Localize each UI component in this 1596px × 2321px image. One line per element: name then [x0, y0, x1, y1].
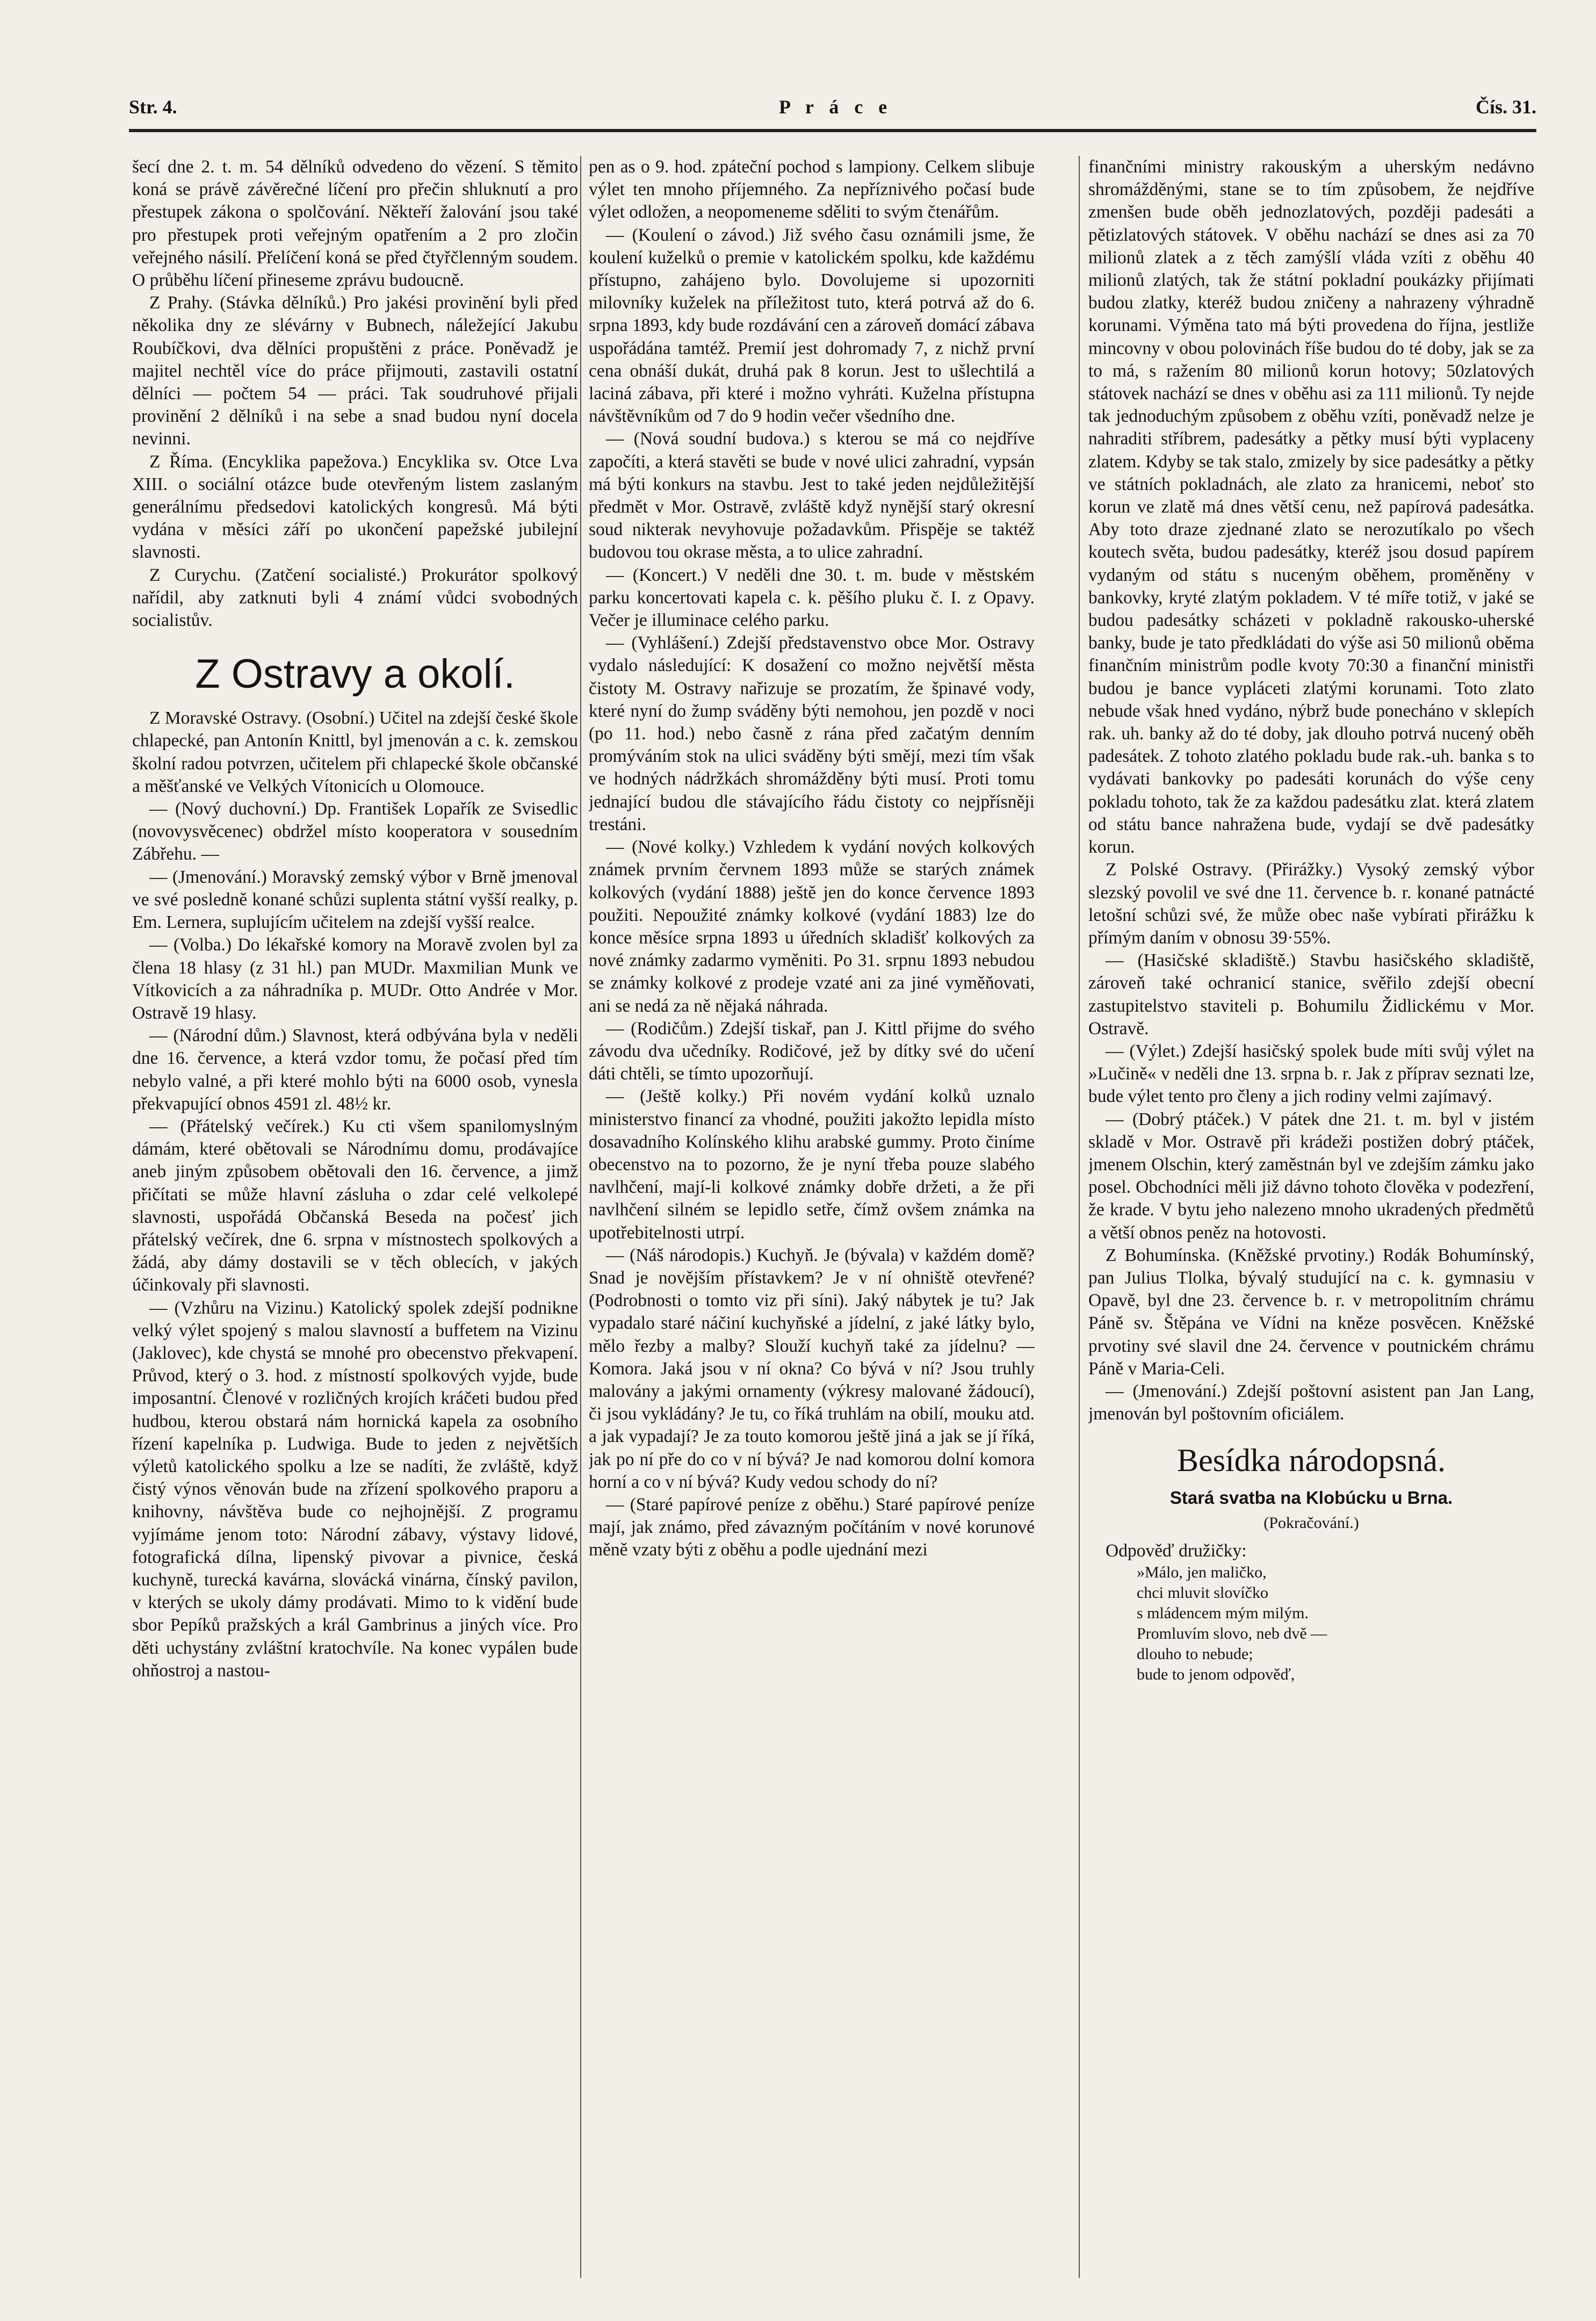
paragraph: pen as o 9. hod. zpáteční pochod s lampiony. Celkem slibuje výlet ten mnoho příjemného. Za nepříznivého počasí bude výlet odložen, a neopomeneme sděliti to svým čtenářům.: [589, 157, 1035, 222]
poem-line: s mládencem mým milým.: [1137, 1604, 1309, 1622]
section-heading-besidka: Besídka národopsná.: [1177, 1443, 1446, 1479]
paragraph: — (Ještě kolky.) Při novém vydání kolků uznalo ministerstvo financí za vhodné, použiti jakožto lepidla místo dosavadního Kolínského klihu arabské gummy. Proto činíme obecenstvo na to pozorno, že je nyní třeba pouze slabého navlhčení, mají-li kolkové známky dobře držeti, a že při navlhčení silném se lepidlo setře, čímž ovšem známka na upotřebitelnosti utrpí.: [589, 1086, 1035, 1243]
paragraph: — (Nové kolky.) Vzhledem k vydání nových kolkových známek prvním červnem 1893 může se starých známek kolkových (vydání 1888) ještě jen do konce července 1893 použiti. Nepoužité známky kolkové (vydání 1883) lze do konce měsíce srpna 1893 u úředních skladišť kolkových za nové známky zadarmo vyměniti. Po 31. srpnu 1893 nebudou se známky kolkové z prodeje vzaté ani za jiné vyměňovati, ani se nedá za ně nějaká náhrada.: [589, 837, 1035, 1016]
paragraph: — (Náš národopis.) Kuchyň. Je (bývala) v každém domě? Snad je novějším přístavkem? Je v ní ohniště otevřené? (Podrobnosti o tomto viz při síni). Jaký nábytek je tu? Jak vypadalo staré náčiní kuchyňské a jídelní, z jaké látky bylo, mělo řezby a malby? Slouží kuchyň také za jídelnu? — Komora. Jaká jsou v ní okna? Co bývá v ní? Jsou truhly malovány a jakými ornamenty (výkresy malované žádoucí), či jsou vykládány? Je tu, co říká truhlám na obilí, mouku atd. a jak vypadají? Je za touto komorou ještě jiná a jak se jí říká, jak po ní pře do co v ní bývá? Je nad komorou dolní komora horní a co v ní bývá? Kudy vedou schody do ní?: [589, 1245, 1035, 1492]
paragraph: Z Curychu. (Zatčení socialisté.) Prokurátor spolkový nařídil, aby zatknuti byli 4 známí vůdci svobodných socialistův.: [132, 565, 578, 631]
poem: [1137, 1562, 1534, 1685]
page-number: Str. 4.: [129, 96, 177, 118]
paragraph: — (Přátelský večírek.) Ku cti všem spanilomyslným dámám, které obětovali se Národnímu domu, prodávajíce aneb jiným způsobem obětovali den 16. července, a jimž přičítati se může hlavní zásluha o zdar celé velkolepé slavnosti, uspořádá Občanská Beseda na počesť jich přátelský večírek, dne 6. srpna v místnostech spolkových a žádá, aby dámy dostavili se v těch oblecích, v jakých účinkovaly při slavnosti.: [132, 1116, 578, 1295]
paragraph: — (Dobrý ptáček.) V pátek dne 21. t. m. byl v jistém skladě v Mor. Ostravě při krádeži postižen dobrý ptáček, jmenem Olschin, který zaměstnán byl ve zdejším zámku jako posel. Obchodníci měli již dávno tohoto člověka v podezření, že krade. V bytu jeho nalezeno mnoho ukradených předmětů a větší obnos peněz na hotovosti.: [1088, 1109, 1534, 1243]
header-rule: [129, 129, 1536, 132]
newspaper-title: P r á c e: [779, 96, 893, 118]
paragraph: — (Koulení o závod.) Již svého času oznámili jsme, že koulení kuželků o premie v katolickém spolku, kde každému přístupno, zahájeno bylo. Dovolujeme si upozorniti milovníky kuželek na příležitost tuto, která potrvá až do 6. srpna 1893, kdy bude rozdávání cen a zároveň domácí zábava uspořádána tamtéž. Premií jest dohromady 7, z nichž první cena obnáší dukát, druhá pak 8 korun. Jest to ušlechtilá a laciná zábava, při které i možno vyhráti. Kuželna přístupna návštěvníkům od 7 do 9 hodin večer všedního dne.: [589, 225, 1035, 427]
paragraph: Z Říma. (Encyklika papežova.) Encyklika sv. Otce Lva XIII. o sociální otázce bude otevřeným listem zaslaným generálnímu předsedovi katolických kongresů. Má býti vydána v měsíci září po ukončení papežské jubilejní slavnosti.: [132, 451, 578, 563]
poem-line: chci mluvit slovíčko: [1137, 1583, 1268, 1602]
paragraph: finančními ministry rakouským a uherským nedávno shromážděnými, stane se to tím způsobem, že nejdříve zmenšen bude oběh jednozlatových, později padesáti a pětizlatových státovek. V oběhu nachází se dnes asi za 70 milionů zlatek a z těch zamýšlí vláda vzíti z oběhu 40 milionů zlatých, tak že státní pokladní poukázky přijímati budou zlatky, kteréž budou zničeny a nahrazeny výhradně korunami. Výměna tato má býti provedena do října, jestliže mincovny v obou polovinách říše budou do té doby, jak se za to má, s ražením 80 milionů korun hotovy; 50zlatových státovek nachází se dnes v oběhu asi za 111 milionů. Ty nejde tak jednoduchým způsobem z oběhu vzíti, poněvadž nelze je nahraditi stříbrem, padesátky a pětky musí býti vyplaceny zlatem. Kdyby se tak stalo, zmizely by sice padesátky a pětky ve státních pokladnách, ale zlato za hranicemi, neboť sto korun ve zlatě má dnes větší cenu, než papírová padesátka. Aby toto draze zjednané zlato se nerozutíkalo po všech koutech světa, budou padesátky, kteréž jsou dosud papírem vydaným od státu s nuceným oběhem, proměněny v bankovky, kryté zlatým pokladem. V té míře totiž, v jaké se budou padesátky scházeti v pokladně rakousko-uherské banky, bude je tato předkládati do výše asi 50 milionů oběma finančním ministrům podle kvoty 70:30 a finanční ministři budou je bance vypláceti zlatými korunami. Toto zlato nebude však hned vydáno, nýbrž bude ponecháno v sklepích rak. uh. banky až do té doby, jak dlouho potrvá nucený oběh padesátek. Z tohoto zlatého pokladu bude rak.-uh. banka s to vydávati bankovky po padesáti korunách do výše ceny pokladu tohoto, tak že za každou padesátku zlat. která zlatem od státu bance nahražena bude, vydají se dvě padesátky korun.: [1088, 157, 1534, 857]
paragraph: šecí dne 2. t. m. 54 dělníků odvedeno do vězení. S těmito koná se právě závěrečné líčení pro přečin shluknutí a pro přestupek zákona o spolčování. Někteří žalování jsou také pro přestupek proti veřejným opatřením a 2 pro zločin veřejného násilí. Přelíčení koná se před čtyřčlenným soudem. O průběhu líčení přineseme zprávu budoucně.: [132, 157, 578, 291]
poem-line: dlouho to nebude;: [1137, 1645, 1253, 1663]
page-header: [129, 96, 1536, 128]
column-1: [132, 156, 578, 2278]
paragraph: — (Výlet.) Zdejší hasičský spolek bude míti svůj výlet na »Lučině« v neděli dne 13. srpna b. r. Jak z příprav seznati lze, bude výlet tento pro členy a jich rodiny velmi zajímavý.: [1088, 1041, 1534, 1107]
issue-number: Čís. 31.: [1475, 96, 1536, 118]
paragraph: Z Moravské Ostravy. (Osobní.) Učitel na zdejší české škole chlapecké, pan Antonín Knittl, byl jmenován a c. k. zemskou školní radou potvrzen, učitelem při chlapecké škole občanské a měšťanské ve Velkých Vítonicích u Olomouce.: [132, 708, 578, 796]
paragraph: — (Nový duchovní.) Dp. František Lopařík ze Svisedlic (novovysvěcenec) obdržel místo kooperatora v sousedním Zábřehu. —: [132, 799, 578, 864]
paragraph: Z Bohumínska. (Kněžské prvotiny.) Rodák Bohumínský, pan Julius Tlolka, bývalý studující na c. k. gymnasiu v Opavě, byl dne 23. července b. r. v metropolitním chrámu Páně sv. Štěpána ve Vídni na kněze posvěcen. Kněžské prvotiny své slavil dne 24. července v poutnickém chrámu Páně v Maria-Celi.: [1088, 1245, 1534, 1379]
besidka-continuation-note: (Pokračování.): [1263, 1513, 1359, 1532]
paragraph: — (Rodičům.) Zdejší tiskař, pan J. Kittl přijme do svého závodu dva učedníky. Rodičové, jež by dítky své do učení dáti chtěli, se tímto upozorňují.: [589, 1018, 1035, 1084]
paragraph: — (Národní dům.) Slavnost, která odbývána byla v neděli dne 16. července, a která vzdor tomu, že počasí před tím nebylo valné, a při které mohlo býti na 6000 osob, vynesla překvapující obnos 4591 zl. 48½ kr.: [132, 1026, 578, 1114]
column-2: [589, 156, 1035, 2278]
column-3: [1088, 156, 1534, 2278]
paragraph: — (Hasičské skladiště.) Stavbu hasičského skladiště, zároveň také ochranicí stanice, svěřilo zdejší obecní zastupitelstvo staviteli p. Bohumilu Židlickému v Mor. Ostravě.: [1088, 950, 1534, 1039]
paragraph: — (Volba.) Do lékařské komory na Moravě zvolen byl za člena 18 hlasy (z 31 hl.) pan MUDr. Maxmilian Munk ve Vítkovicích a za náhradníka p. MUDr. Otto Andrée v Mor. Ostravě 19 hlasy.: [132, 935, 578, 1023]
column-divider-2: [1079, 156, 1080, 2278]
paragraph: — (Staré papírové peníze z oběhu.) Staré papírové peníze mají, jak známo, před závazným počítáním v nové korunové měně vzaty býti z oběhu a podle ujednání mezi: [589, 1494, 1035, 1560]
paragraph: — (Nová soudní budova.) s kterou se má co nejdříve započíti, a která stavěti se bude v nové ulici zahradní, vypsán má býti konkurs na stavbu. Jest to také jeden nejdůležitější předmět v Mor. Ostravě, zvláště když nynější starý okresní soud nikterak nevyhovuje požadavkům. Přispěje se taktéž budovou tou okrase města, a to ulice zahradní.: [589, 429, 1035, 563]
paragraph: — (Koncert.) V neděli dne 30. t. m. bude v městském parku koncertovati kapela c. k. pěšího pluku č. I. z Opavy. Večer je illuminace celého parku.: [589, 565, 1035, 631]
paragraph: — (Vzhůru na Vizinu.) Katolický spolek zdejší podnikne velký výlet spojený s malou slavností a buffetem na Vizinu (Jaklovec), kde chystá se mnohé pro obecenstvo překvapení. Průvod, který o 3. hod. z místností spolkových vyjde, bude imposantní. Členové v rozličných krojích kráčeti budou před hudbou, kterou obstará nám hornická kapela za osobního řízení kapelníka p. Ludwiga. Bude to jeden z největších výletů katolického spolku a lze se nadíti, že zvláště, když čistý výnos věnován bude na zřízení spolkového praporu a knihovny, návštěva bude co nejhojnější. Z programu vyjímáme jenom toto: Národní zábavy, výstavy lidové, fotografická dílna, lipenský pivovar a pivnice, česká kuchyně, turecká kavárna, slovácká vinárna, čínský pavilon, v kterých se ukoly dámy prodávati. Mimo to k vidění bude sbor Pepíků pražských a král Gambrinus a jiných více. Pro děti uchystány zvláštní kratochvíle. Na konec vypálen bude ohňostroj a nastou-: [132, 1298, 578, 1681]
paragraph: Z Prahy. (Stávka dělníků.) Pro jakési provinění byli před několika dny ze slévárny v Bubnech, náležející Jakubu Roubíčkovi, dva dělníci propuštěni z práce. Poněvadž je majitel nechtěl více do práce přijmouti, zastavili ostatní dělníci — počtem 54 — práci. Tak soudruhové přijali provinění 2 dělníků i na sebe a snad budou nyní docela nevinni.: [132, 293, 578, 449]
paragraph: — (Jmenování.) Zdejší poštovní asistent pan Jan Lang, jmenován byl poštovním oficiálem.: [1088, 1381, 1534, 1424]
paragraph: — (Vyhlášení.) Zdejší představenstvo obce Mor. Ostravy vydalo následující: K dosažení co možno největší města čistoty M. Ostravy nařizuje se prozatím, že špinavé vody, které nyní do žump sváděny býti nemohou, jen pozdě v noci (po 11. hod.) nebo časně z rána před začatým denním promýváním stok na ulici sváděny býti smějí, mezi tím však ve hodných nádržkách shromážděny býti musí. Proti tomu jednající budou dle stávajícího řádu čistoty co nejpřísněji trestáni.: [589, 633, 1035, 834]
poem-line: »Málo, jen maličko,: [1137, 1563, 1267, 1581]
poem-line: bude to jenom odpověď,: [1137, 1665, 1295, 1683]
besidka-lead: Odpověď družičky:: [1106, 1540, 1247, 1561]
poem-line: Promluvím slovo, neb dvě —: [1137, 1624, 1327, 1642]
paragraph: Z Polské Ostravy. (Přirážky.) Vysoký zemský výbor slezský povolil ve své dne 11. července b. r. konané patnácté letošní schůzi své, že může obec naše vybírati přirážku k přímým daním v obnosu 39·55%.: [1088, 860, 1534, 948]
paragraph: — (Jmenování.) Moravský zemský výbor v Brně jmenoval ve své posledně konané schůzi suplenta státní vyšší realky, p. Em. Lernera, suplujícím učitelem na zdejší vyšší realce.: [132, 867, 578, 933]
column-divider-1: [580, 156, 581, 2278]
besidka-subtitle: Stará svatba na Klobúcku u Brna.: [1169, 1488, 1453, 1508]
section-heading-ostrava: Z Ostravy a okolí.: [195, 651, 515, 697]
